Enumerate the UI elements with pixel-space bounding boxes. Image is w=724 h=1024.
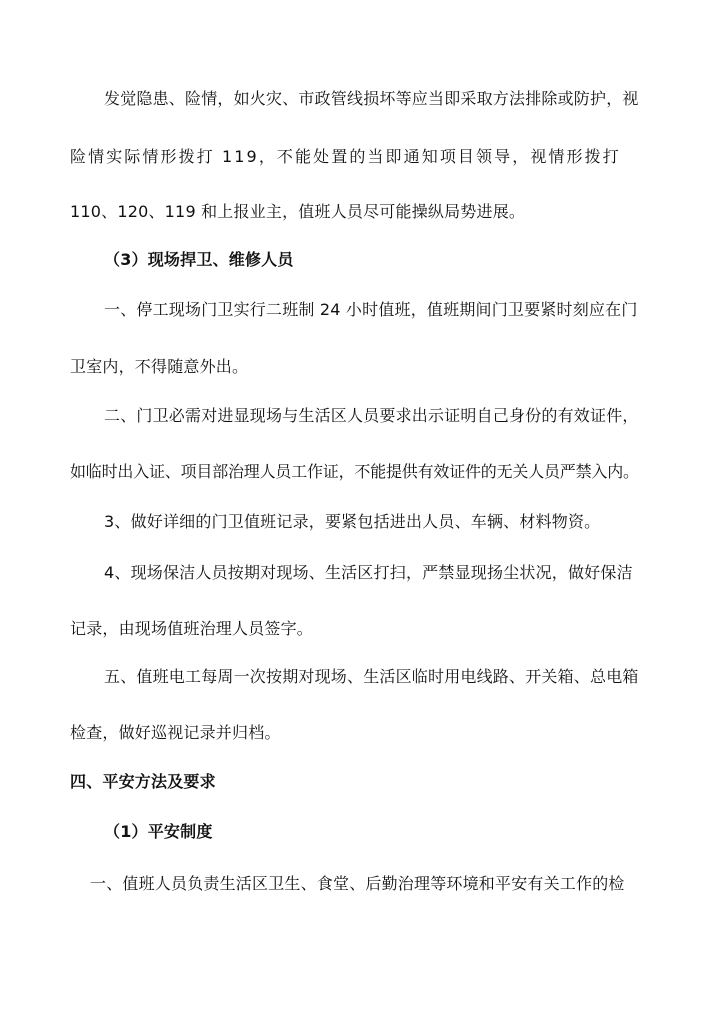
paragraph-line: 4、现场保洁人员按期对现场、生活区打扫，严禁显现扬尘状况，做好保洁 [104,563,633,582]
paragraph-line: 如临时出入证、项目部治理人员工作证，不能提供有效证件的无关人员严禁入内。 [70,462,639,481]
section-heading: （1）平安制度 [104,822,213,841]
chapter-heading: 四、平安方法及要求 [70,772,216,791]
paragraph-line: 二、门卫必需对进显现场与生活区人员要求出示证明自己身份的有效证件， [104,406,639,425]
paragraph-line: 3、做好详细的门卫值班记录，要紧包括进出人员、车辆、材料物资。 [104,512,601,531]
paragraph-line: 五、值班电工每周一次按期对现场、生活区临时用电线路、开关箱、总电箱 [104,667,639,686]
paragraph-line: 检查，做好巡视记录并归档。 [70,723,281,742]
paragraph-line: 发觉隐患、险情，如火灾、市政管线损坏等应当即采取方法排除或防护，视 [104,89,639,108]
paragraph-line: 卫室内，不得随意外出。 [70,357,249,376]
paragraph-line: 一、值班人员负责生活区卫生、食堂、后勤治理等环境和平安有关工作的检 [90,874,625,893]
section-heading: （3）现场捍卫、维修人员 [104,250,294,269]
paragraph-line: 记录，由现场值班治理人员签字。 [70,619,314,638]
paragraph-line: 110、120、119 和上报业主，值班人员尽可能操纵局势进展。 [70,202,526,221]
paragraph-line: 一、停工现场门卫实行二班制 24 小时值班，值班期间门卫要紧时刻应在门 [104,300,638,319]
paragraph-line: 险情实际情形拨打 119，不能处置的当即通知项目领导，视情形拨打 [70,147,621,166]
